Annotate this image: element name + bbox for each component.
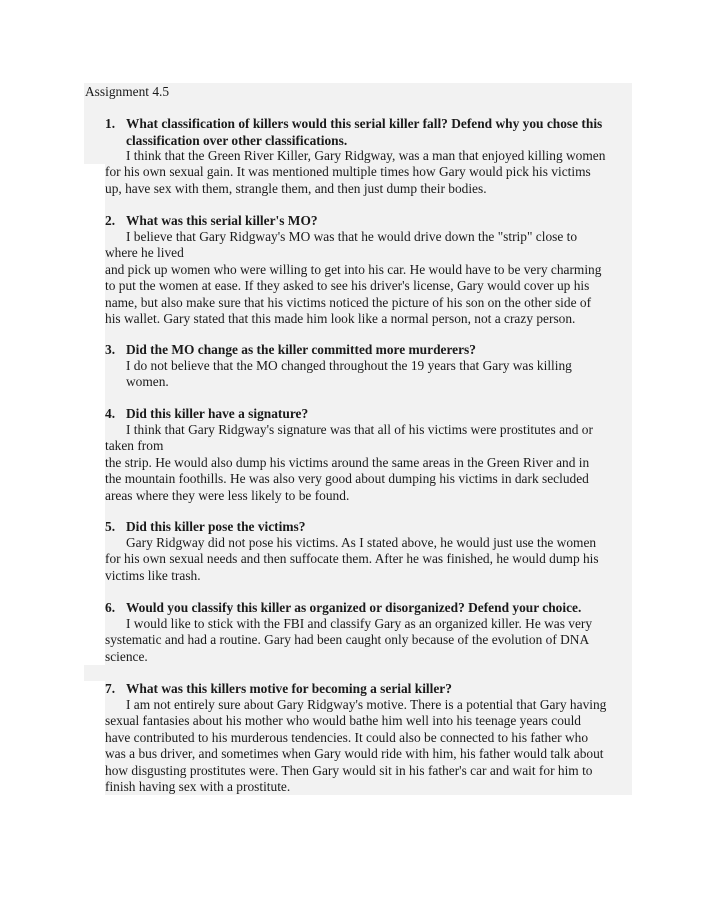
question-text: What was this serial killer's MO?	[126, 213, 318, 228]
question-text: What classification of killers would this serial killer fall? Defend why you chose this classification over other classifications.	[126, 116, 603, 148]
answer-line: I am not entirely sure about Gary Ridgway's motive. There is a potential that Gary having	[126, 697, 607, 712]
question-number: 2.	[105, 213, 116, 228]
answer-line: name, but also make sure that his victims noticed the picture of his son on the other side of	[105, 294, 592, 310]
question-number: 6.	[105, 600, 116, 615]
question-2	[105, 213, 635, 230]
answer-line: have contributed to his murderous tendencies. It could also be connected to his father who	[105, 729, 589, 745]
answer-line: I believe that Gary Ridgway's MO was that he would drive down the "strip" close to	[126, 229, 578, 244]
answer-3	[105, 358, 631, 391]
answer-line: for his own sexual gain. It was mentioned multiple times how Gary would pick his victims	[105, 164, 591, 180]
question-text: Did the MO change as the killer committed more murderers?	[126, 342, 476, 357]
answer-line: taken from	[105, 438, 164, 454]
answer-5	[105, 535, 631, 584]
answer-line: Gary Ridgway did not pose his victims. As I stated above, he would just use the women	[126, 535, 597, 550]
answer-line: the mountain foothills. He was also very good about dumping his victims in dark secluded	[105, 471, 589, 487]
question-4	[105, 406, 635, 423]
answer-line: where he lived	[105, 245, 184, 261]
answer-line: up, have sex with them, strangle them, and then just dump their bodies.	[105, 180, 487, 196]
question-number: 4.	[105, 406, 116, 421]
answer-line: and pick up women who were willing to get into his car. He would have to be very charming	[105, 261, 602, 277]
question-7	[105, 681, 635, 698]
question-number: 3.	[105, 342, 116, 357]
question-text: Did this killer have a signature?	[126, 406, 309, 421]
answer-line: areas where they were less likely to be found.	[105, 487, 350, 503]
answer-line: how disgusting prostitutes were. Then Gary would sit in his father's car and wait for him to	[105, 762, 593, 778]
answer-line: for his own sexual needs and then suffocate them. After he was finished, he would dump his	[105, 551, 599, 567]
question-3	[105, 342, 635, 359]
answer-line: I would like to stick with the FBI and classify Gary as an organized killer. He was very	[126, 616, 593, 631]
question-number: 5.	[105, 519, 116, 534]
question-text: Did this killer pose the victims?	[126, 519, 306, 534]
answer-line: was a bus driver, and sometimes when Gary would ride with him, his father would talk about	[105, 746, 604, 762]
answer-line: I think that the Green River Killer, Gary Ridgway, was a man that enjoyed killing women	[126, 148, 606, 163]
document-title: Assignment 4.5	[85, 84, 170, 99]
answer-4	[105, 422, 631, 504]
shade-notch-2	[84, 164, 105, 795]
question-1	[105, 116, 635, 149]
answer-line: I do not believe that the MO changed throughout the 19 years that Gary was killing	[126, 358, 572, 373]
answer-line: his wallet. Gary stated that this made him look like a normal person, not a crazy person.	[105, 310, 576, 326]
answer-6	[105, 616, 631, 665]
shade-left-strip-2	[84, 665, 105, 681]
answer-line: to put the women at ease. If they asked to see his driver's license, Gary would cover up his	[105, 278, 590, 294]
answer-line: systematic and had a routine. Gary had been caught only because of the evolution of DNA	[105, 632, 590, 648]
answer-7	[105, 697, 631, 795]
question-6	[105, 600, 635, 617]
shade-left-strip-1	[84, 147, 105, 164]
answer-line: science.	[105, 648, 148, 664]
answer-2	[105, 229, 631, 327]
question-number: 7.	[105, 681, 116, 696]
answer-line: the strip. He would also dump his victims around the same areas in the Green River and in	[105, 454, 590, 470]
question-number: 1.	[105, 116, 116, 131]
answer-line: sexual fantasies about his mother who would bathe him well into his teenage years could	[105, 713, 581, 729]
answer-line: finish having sex with a prostitute.	[105, 778, 291, 794]
question-text: What was this killers motive for becoming a serial killer?	[126, 681, 452, 696]
answer-line: I think that Gary Ridgway's signature was that all of his victims were prostitutes and or	[126, 422, 593, 437]
question-5	[105, 519, 635, 536]
answer-1	[105, 148, 631, 197]
answer-line: women.	[126, 374, 169, 390]
question-text: Would you classify this killer as organized or disorganized? Defend your choice.	[126, 600, 582, 615]
answer-line: victims like trash.	[105, 567, 201, 583]
